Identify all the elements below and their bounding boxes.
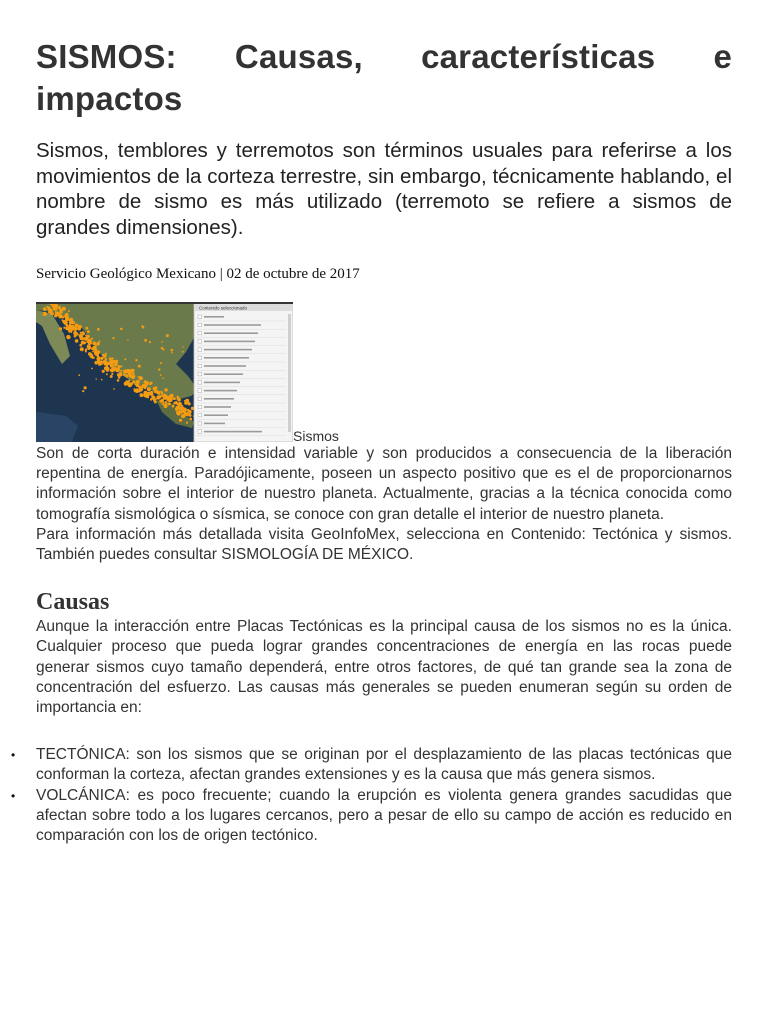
earthquake-dot [186, 422, 188, 424]
layer-checkbox [198, 372, 202, 376]
earthquake-dot [168, 403, 171, 406]
earthquake-dot [117, 379, 120, 382]
earthquake-dot [127, 339, 128, 340]
layer-label [204, 390, 237, 392]
layer-label [204, 382, 240, 384]
earthquake-dot [161, 403, 163, 405]
earthquake-dot [65, 317, 69, 321]
layer-label [204, 341, 255, 343]
earthquake-dot [96, 378, 97, 379]
earthquake-dot [158, 395, 161, 398]
article-lead: Sismos, temblores y terremotos son términos usuales para referirse a los movimientos de la corteza terrestre, sin embargo, técnicamente hablando, el nombre de sismo es más utilizado (terremoto se refiere a sismos de grandes dimensiones). [36, 139, 732, 239]
earthquake-dot [134, 383, 136, 385]
earthquake-dot [80, 332, 82, 334]
earthquake-dot [53, 308, 55, 310]
earthquake-dot [62, 307, 66, 311]
earthquake-dot [112, 357, 114, 359]
earthquake-dot [120, 370, 122, 372]
earthquake-dot [171, 352, 173, 354]
earthquake-dot [177, 398, 181, 402]
layer-checkbox [198, 422, 202, 426]
earthquake-dot [159, 400, 162, 403]
earthquake-dot [133, 375, 135, 377]
article-byline: Servicio Geológico Mexicano | 02 de octubre de 2017 [36, 266, 360, 282]
earthquake-dot [117, 373, 120, 376]
earthquake-dot [114, 360, 118, 364]
earthquake-dot [161, 347, 163, 349]
earthquake-dot [123, 374, 125, 376]
earthquake-dot [89, 340, 92, 343]
earthquake-dot [132, 380, 135, 383]
map-layer-panel-scrollbar [288, 314, 291, 432]
earthquake-dot [96, 342, 100, 346]
earthquake-dot [138, 390, 140, 392]
earthquake-dot [138, 365, 141, 368]
earthquake-dot [138, 376, 140, 378]
earthquake-dot [79, 344, 82, 347]
earthquake-dot [160, 362, 162, 364]
earthquake-dot [59, 327, 62, 330]
earthquake-dot [172, 405, 175, 408]
earthquake-dot [80, 347, 84, 351]
figure-caption: Sismos [293, 428, 339, 444]
earthquake-dot [124, 358, 126, 360]
earthquake-dot [95, 345, 97, 347]
earthquake-dot [178, 406, 182, 410]
bullet-icon: • [11, 788, 16, 803]
earthquake-dot [149, 383, 151, 385]
earthquake-dot [83, 341, 86, 344]
earthquake-dot [187, 402, 190, 405]
earthquake-dot [90, 354, 94, 358]
earthquake-dot [187, 413, 191, 417]
layer-checkbox [198, 430, 202, 434]
earthquake-dot [132, 373, 135, 376]
earthquake-dot [171, 400, 173, 402]
earthquake-dot [191, 407, 194, 410]
layer-checkbox [198, 356, 202, 360]
earthquake-dot [179, 419, 182, 422]
earthquake-dot [166, 334, 169, 337]
earthquake-dot [149, 341, 151, 343]
earthquake-dot [158, 368, 160, 370]
earthquake-dot [62, 319, 64, 321]
earthquake-dot [86, 335, 90, 339]
earthquake-dot [116, 369, 119, 372]
earthquake-dot [182, 346, 183, 347]
earthquake-dot [140, 393, 144, 397]
earthquake-dot [112, 337, 114, 339]
earthquake-dot [71, 325, 74, 328]
earthquake-dot [125, 374, 128, 377]
earthquake-dot [100, 357, 103, 360]
earthquake-dot [184, 401, 187, 404]
earthquake-dot [176, 411, 180, 415]
earthquake-dot [50, 310, 52, 312]
layer-label [204, 423, 225, 425]
earthquake-dot [75, 339, 77, 341]
earthquake-dot [91, 368, 93, 370]
earthquake-dot [92, 348, 94, 350]
earthquake-dot [104, 366, 108, 370]
section-heading-causas: Causas [36, 589, 110, 616]
earthquake-dot [112, 364, 114, 366]
earthquake-dot [82, 332, 85, 335]
earthquake-dot [144, 388, 145, 389]
layer-label [204, 414, 228, 416]
layer-checkbox [198, 331, 202, 335]
earthquake-dot [160, 391, 162, 393]
earthquake-dot [93, 342, 96, 345]
earthquake-dot [47, 306, 50, 309]
earthquake-dot [164, 395, 168, 399]
earthquake-dot [106, 373, 108, 375]
earthquake-dot [97, 328, 100, 331]
earthquake-dot [164, 389, 167, 392]
causes-list [11, 745, 732, 846]
layer-checkbox [198, 405, 202, 409]
bullet-icon: • [11, 748, 16, 763]
earthquake-dot [87, 344, 89, 346]
layer-checkbox [198, 315, 202, 319]
earthquake-dot [109, 361, 113, 365]
earthquake-dot [165, 402, 167, 404]
earthquake-dot [65, 324, 68, 327]
earthquake-dot [161, 341, 163, 343]
body-paragraph-2: Para información más detallada visita GeoInfoMex, selecciona en Contenido: Tectónica y sismos. También puedes consultar SISMOLOGÍA DE MÉXICO. [36, 525, 732, 564]
earthquake-dot [75, 335, 77, 337]
layer-label [204, 332, 258, 334]
layer-checkbox [198, 381, 202, 385]
earthquake-dot [102, 370, 105, 373]
earthquake-dot [66, 335, 70, 339]
earthquake-dot [73, 322, 75, 324]
figure [36, 302, 732, 444]
earthquake-dot [184, 411, 186, 413]
list-item-text: VOLCÁNICA: es poco frecuente; cuando la erupción es violenta genera grandes sacudidas que afectan sobre todo a los lugares cercanos, pero a pesar de ello su campo de acción es reducido en comparación con los de origen tectónico. [36, 786, 732, 845]
earthquake-dot [120, 365, 122, 367]
earthquake-dot [84, 337, 86, 339]
earthquake-dot [63, 327, 65, 329]
earthquake-dot [82, 390, 84, 392]
earthquake-dot [118, 376, 121, 379]
earthquake-dot [182, 414, 185, 417]
earthquake-dot [170, 349, 173, 352]
earthquake-dot [110, 375, 113, 378]
map-layer-panel-title: Contenido seleccionado [199, 305, 248, 311]
list-item-text: TECTÓNICA: son los sismos que se originan por el desplazamiento de las placas tectónicas que conforman la corteza, afectan grandes extensiones y es la causa que más genera sismos. [36, 746, 732, 784]
earthquake-dot [144, 339, 147, 342]
earthquake-dot [147, 387, 151, 391]
earthquake-dot [143, 393, 147, 397]
earthquake-dot [189, 418, 192, 421]
earthquake-dot [155, 398, 157, 400]
list-item [11, 745, 732, 785]
earthquake-dot [180, 411, 183, 414]
layer-label [204, 398, 234, 400]
earthquake-dot [78, 374, 80, 376]
earthquake-dot [154, 386, 157, 389]
earthquake-dot [101, 379, 103, 381]
layer-label [204, 365, 246, 367]
seismicity-map-image[interactable] [36, 302, 293, 444]
earthquake-dot [68, 325, 71, 328]
earthquake-dot [144, 384, 147, 387]
earthquake-dot [161, 393, 163, 395]
earthquake-dot [111, 373, 113, 375]
earthquake-dot [87, 330, 90, 333]
layer-checkbox [198, 348, 202, 352]
earthquake-dot [182, 351, 184, 353]
layer-checkbox [198, 413, 202, 417]
layer-label [204, 316, 224, 318]
earthquake-dot [54, 304, 58, 308]
layer-label [204, 406, 231, 408]
earthquake-dot [113, 368, 115, 370]
earthquake-dot [135, 389, 139, 393]
earthquake-dot [57, 313, 61, 317]
earthquake-dot [173, 397, 176, 400]
earthquake-dot [129, 384, 132, 387]
earthquake-dot [75, 332, 78, 335]
earthquake-dot [91, 338, 93, 340]
earthquake-dot [149, 392, 153, 396]
layer-label [204, 324, 261, 326]
earthquake-dot [69, 329, 72, 332]
earthquake-dot [135, 359, 137, 361]
earthquake-dot [85, 350, 87, 352]
earthquake-dot [142, 326, 144, 328]
earthquake-dot [113, 388, 115, 390]
earthquake-dot [43, 307, 47, 311]
earthquake-dot [125, 380, 128, 383]
earthquake-dot [99, 340, 101, 342]
earthquake-dot [136, 380, 140, 384]
earthquake-dot [69, 320, 71, 322]
earthquake-dot [156, 391, 158, 393]
earthquake-dot [65, 313, 69, 317]
earthquake-dot [97, 355, 99, 357]
article-title: SISMOS: Causas, características e impactos [36, 38, 732, 117]
earthquake-dot [59, 310, 62, 313]
earthquake-dot [68, 310, 70, 312]
layer-label [204, 357, 249, 359]
earthquake-dot [62, 316, 64, 318]
earthquake-dot [97, 360, 101, 364]
earthquake-dot [169, 395, 172, 398]
earthquake-dot [92, 351, 94, 353]
layer-checkbox [198, 389, 202, 393]
layer-label [204, 431, 262, 433]
earthquake-dot [86, 327, 89, 330]
earthquake-dot [120, 328, 123, 331]
layer-checkbox [198, 397, 202, 401]
layer-checkbox [198, 364, 202, 368]
layer-label [204, 349, 252, 351]
article [11, 36, 732, 846]
causes-intro-paragraph: Aunque la interacción entre Placas Tectónicas es la principal causa de los sismos no es la única. Cualquier proceso que pueda lograr grandes concentraciones de energía en las rocas puede generar sismos cuyo tamaño dependerá, entre otros factores, de qué tan grande sea la zona de concentración del esfuerzo. Las causas más generales se pueden enumeran según su orden de importancia en: [36, 618, 732, 717]
earthquake-dot [94, 352, 97, 355]
layer-label [204, 373, 243, 375]
earthquake-dot [77, 327, 81, 331]
earthquake-dot [173, 402, 176, 405]
earthquake-dot [142, 385, 144, 387]
earthquake-dot [160, 374, 162, 376]
earthquake-dot [75, 327, 78, 330]
earthquake-dot [109, 357, 112, 360]
earthquake-dot [103, 360, 107, 364]
earthquake-dot [176, 402, 179, 405]
layer-checkbox [198, 323, 202, 327]
body-paragraph-1: Son de corta duración e intensidad variable y son producidos a consecuencia de la liberación repentina de energía. Paradójicamente, poseen un aspecto positivo que es el de proporcionarnos información sobre el interior de nuestro planeta. Actualmente, gracias a la técnica conocida como tomografía sismológica o sísmica, se conoce con gran detalle el interior de nuestro planeta. [36, 445, 732, 523]
earthquake-dot [102, 354, 104, 356]
earthquake-dot [183, 409, 185, 411]
layer-checkbox [198, 340, 202, 344]
earthquake-dot [129, 374, 133, 378]
earthquake-dot [43, 312, 47, 316]
earthquake-dot [162, 378, 164, 380]
earthquake-dot [50, 313, 52, 315]
list-item [11, 786, 732, 847]
earthquake-dot [66, 322, 68, 324]
earthquake-dot [84, 386, 87, 389]
earthquake-dot [80, 336, 84, 340]
